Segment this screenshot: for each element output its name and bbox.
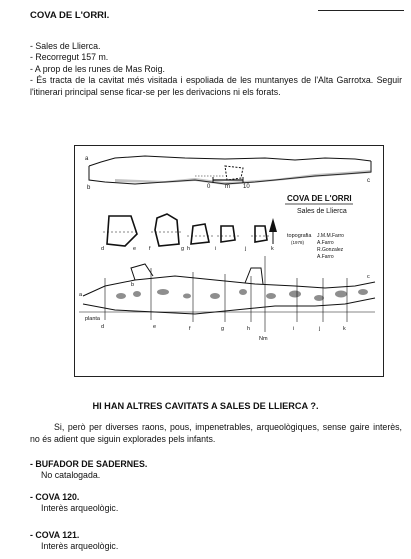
scale-bar — [207, 177, 250, 190]
section-letter-e: e — [133, 246, 137, 252]
section-heading: HI HAN ALTRES CAVITATS A SALES DE LLIERCA ?. — [92, 401, 319, 411]
plan-letter-a: a — [79, 292, 83, 298]
entry-name: - COVA 121. — [30, 530, 80, 540]
detail-nearby: - A prop de les runes de Mas Roig. — [30, 63, 165, 74]
section-letter-k: k — [271, 246, 274, 252]
cave-entry — [30, 530, 118, 553]
plan-letter-k: k — [343, 326, 346, 332]
cave-map-drawing — [75, 146, 383, 376]
plan-letter-c: c — [367, 274, 370, 280]
plan-letter-b: b — [131, 282, 135, 288]
top-rule — [318, 10, 404, 11]
plan-letter-g: g — [221, 326, 225, 332]
entry-name: - BUFADOR DE SADERNES. — [30, 459, 148, 469]
detail-description: - És tracta de la cavitat més visitada i espoliada de les muntanyes de l'Alta Garrotxa. Seguir l'itinerari principal sense ficar-se per les derivacions ni els forats. — [30, 75, 402, 97]
detail-length: - Recorregut 157 m. — [30, 52, 109, 63]
map-subtitle: Sales de Llierca — [297, 208, 347, 215]
topografia-year: (1978) — [291, 240, 305, 245]
section-letter-d: d — [101, 246, 105, 252]
profile-letter-a: a — [85, 156, 89, 162]
section-letter-f: f — [149, 246, 151, 252]
plan-letter-d: d — [101, 324, 105, 330]
plan-section-ticks — [105, 256, 347, 332]
plan-letter-f: f — [189, 326, 191, 332]
cave-topography-figure — [74, 145, 384, 377]
plan-label: planta — [85, 316, 100, 322]
author-4: A.Farro — [317, 254, 334, 260]
map-title: COVA DE L'ORRI — [287, 194, 352, 203]
topografia-label: topografia — [287, 233, 312, 239]
entry-note: Interès arqueològic. — [41, 503, 119, 514]
profile-letter-b: b — [87, 185, 91, 191]
author-1: J.M.M.Farro — [317, 233, 344, 239]
plan-letter-h: h — [247, 326, 251, 332]
plan-rubble — [116, 289, 368, 301]
cave-plan-view — [79, 264, 375, 314]
section-letter-g: g — [181, 246, 185, 252]
plan-letter-j: j — [319, 326, 321, 332]
profile-letter-c: c — [367, 178, 370, 184]
cave-entry — [30, 459, 147, 482]
section-paragraph: Si, però per diverses raons, pous, impenetrables, arqueològiques, sense gaire interès, no és adient que siguin explorades pels infants. — [30, 422, 402, 444]
section-letter-i: i — [215, 246, 217, 252]
document-title: COVA DE L'ORRI. — [30, 10, 110, 21]
plan-letter-e: e — [153, 324, 157, 330]
cross-sections — [107, 214, 267, 246]
section-letter-h: h — [187, 246, 191, 252]
entry-name: - COVA 120. — [30, 492, 80, 502]
detail-location: - Sales de Llierca. — [30, 41, 101, 51]
plan-letter-i: i — [293, 326, 295, 332]
scale-zero: 0 — [207, 184, 211, 190]
north-arrow — [269, 218, 277, 244]
section-letter-j: j — [245, 246, 247, 252]
scale-unit: m — [225, 184, 230, 190]
cave-entry — [30, 492, 118, 515]
author-2: A.Farro — [317, 240, 334, 246]
cave-details-list — [30, 41, 402, 98]
author-3: R.Gonzalez — [317, 247, 344, 253]
entry-note: Interès arqueològic. — [41, 541, 119, 552]
scale-ten: 10 — [243, 184, 250, 190]
entry-note: No catalogada. — [41, 470, 101, 481]
north-label: Nm — [259, 336, 268, 342]
